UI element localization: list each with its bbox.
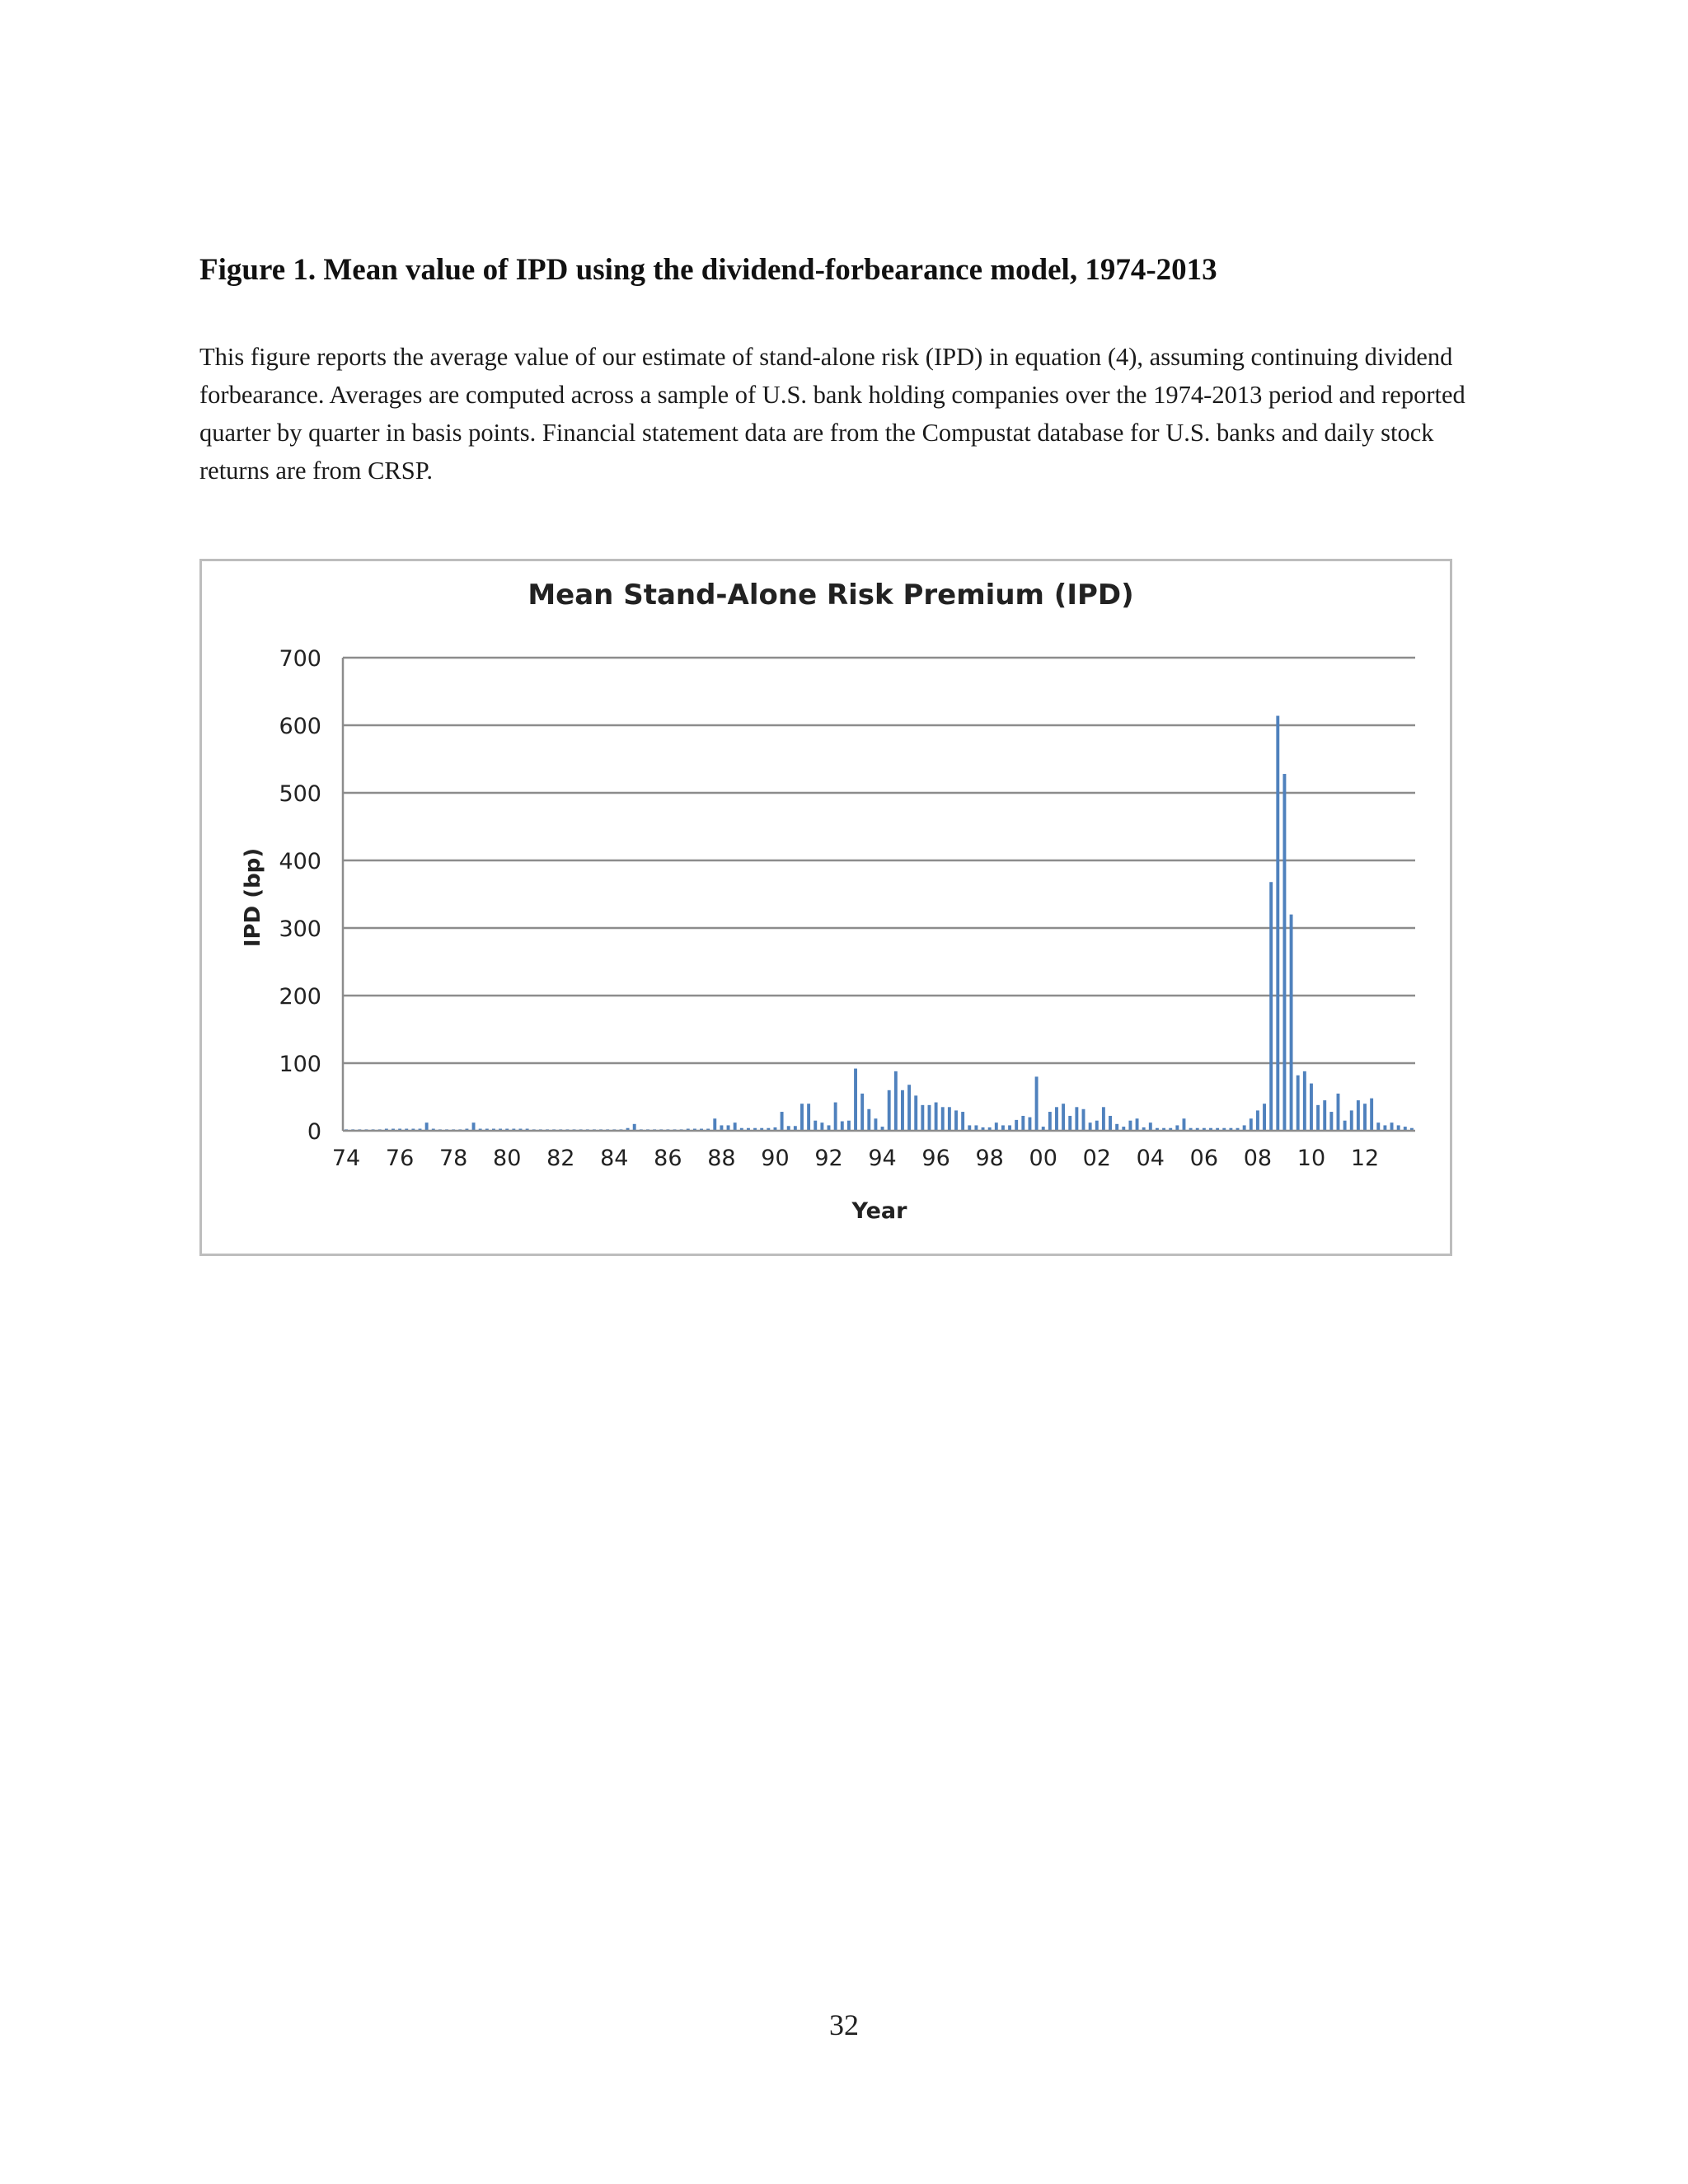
x-tick-label: 96 [921,1146,950,1171]
bar-2008-q3 [1269,882,1273,1131]
bar-1996-q1 [935,1103,938,1131]
x-tick-label: 84 [600,1146,629,1171]
bar-2012-q3 [1376,1122,1380,1131]
bar-1999-q1 [1015,1120,1018,1131]
bar-1994-q2 [888,1090,891,1131]
y-tick-label: 600 [279,714,321,739]
bar-2010-q2 [1316,1105,1320,1131]
bar-2009-q1 [1282,774,1286,1131]
y-tick-label: 500 [279,781,321,807]
figure-caption: This figure reports the average value of our estimate of stand-alone risk (IPD) in equation (4), assuming continuing dividend forbearance. Averages are computed across a sample of U.S. bank holding companies over the 1974-2013 period and reported quarter by quarter in basis points. Financial statement data are from the Compustat database for U.S. banks and daily stock returns are from CRSP. [199,343,1465,485]
bar-1992-q2 [834,1103,837,1131]
bar-1993-q4 [874,1118,877,1131]
bar-2013-q1 [1390,1122,1394,1131]
bar-1978-q4 [472,1122,476,1131]
bar-2008-q1 [1256,1110,1259,1131]
bar-1996-q3 [948,1107,951,1131]
bar-2009-q3 [1296,1076,1300,1131]
bar-2003-q3 [1136,1118,1139,1131]
bar-1992-q3 [841,1122,844,1131]
bar-2000-q4 [1062,1104,1065,1131]
y-tick-label: 100 [279,1052,321,1077]
page-number: 32 [829,2008,859,2041]
x-tick-label: 04 [1136,1146,1165,1171]
bar-1995-q3 [921,1105,924,1131]
x-tick-label: 02 [1082,1146,1111,1171]
bar-1999-q3 [1029,1118,1032,1131]
bar-2001-q4 [1089,1122,1092,1131]
ipd-bar-chart [202,561,1450,1254]
bar-1994-q4 [901,1090,904,1131]
x-tick-label: 90 [761,1146,790,1171]
bar-2010-q1 [1310,1084,1313,1131]
bar-2002-q3 [1109,1116,1112,1131]
bar-2012-q2 [1370,1099,1373,1131]
bar-1999-q2 [1021,1116,1025,1131]
gridlines [343,658,1415,1063]
bar-2012-q1 [1363,1104,1367,1131]
bar-1991-q3 [814,1121,817,1131]
bar-1990-q2 [781,1112,784,1131]
x-tick-label: 00 [1029,1146,1057,1171]
bar-series [345,716,1414,1131]
bar-2002-q2 [1102,1107,1105,1131]
bar-1995-q1 [907,1085,911,1131]
bar-1994-q3 [894,1071,898,1131]
x-tick-label: 86 [654,1146,682,1171]
bar-1977-q1 [425,1122,429,1131]
bar-2009-q2 [1290,915,1293,1131]
bar-1993-q2 [860,1094,864,1131]
x-tick-label: 06 [1189,1146,1219,1171]
bar-2008-q2 [1263,1104,1266,1131]
x-tick-label: 82 [546,1146,575,1171]
x-axis-label: Year [851,1198,907,1224]
y-tick-label: 200 [279,984,321,1010]
bar-2011-q1 [1337,1094,1340,1131]
y-tick-label: 400 [279,849,321,874]
y-tick-labels [279,646,321,1145]
x-tick-label: 08 [1243,1146,1273,1171]
bar-2000-q2 [1048,1112,1052,1131]
bar-1992-q4 [847,1121,851,1131]
y-tick-label: 700 [279,646,321,672]
bar-2000-q3 [1055,1107,1058,1131]
bar-2010-q4 [1329,1112,1333,1131]
bar-2008-q4 [1276,716,1279,1131]
x-tick-label: 94 [868,1146,897,1171]
bar-1991-q4 [820,1122,823,1131]
x-tick-label: 80 [493,1146,522,1171]
x-tick-labels [332,1146,1379,1171]
x-tick-label: 74 [331,1146,361,1171]
bar-2011-q3 [1350,1110,1353,1131]
bar-1995-q4 [928,1105,931,1131]
y-tick-label: 300 [279,916,321,942]
figure-heading: Figure 1. Mean value of IPD using the dividend-forbearance model, 1974-2013 [199,253,1217,287]
y-axis-label: IPD (bp) [241,847,265,948]
chart-frame [199,559,1452,1256]
bar-2011-q4 [1357,1100,1360,1131]
bar-1993-q3 [867,1109,870,1131]
x-tick-label: 76 [385,1146,415,1171]
bar-1996-q4 [954,1110,958,1131]
x-tick-label: 10 [1296,1146,1326,1171]
bar-1988-q3 [734,1122,737,1131]
bar-2001-q3 [1082,1109,1085,1131]
bar-2010-q3 [1323,1100,1326,1131]
bar-2009-q4 [1303,1071,1306,1131]
x-tick-label: 92 [814,1146,843,1171]
bar-1991-q2 [807,1104,810,1131]
chart-title: Mean Stand-Alone Risk Premium (IPD) [528,579,1134,612]
bar-2002-q1 [1095,1121,1099,1131]
bar-2003-q2 [1128,1121,1132,1131]
bar-1995-q2 [914,1095,917,1131]
y-tick-label: 0 [307,1119,321,1145]
bar-2007-q4 [1250,1118,1253,1131]
bar-2001-q2 [1075,1107,1078,1131]
bar-1993-q1 [854,1069,857,1131]
bar-1998-q2 [995,1122,998,1131]
bar-1999-q4 [1035,1076,1039,1131]
x-tick-label: 88 [707,1146,736,1171]
axes [343,658,1415,1131]
bar-1997-q1 [961,1112,964,1131]
x-tick-label: 98 [975,1146,1004,1171]
bar-2011-q2 [1343,1121,1347,1131]
bar-2001-q1 [1068,1116,1071,1131]
bar-1996-q2 [941,1107,945,1131]
bar-2004-q1 [1149,1122,1152,1131]
bar-1991-q1 [800,1104,804,1131]
bar-1987-q4 [713,1118,716,1131]
x-tick-label: 12 [1350,1146,1380,1171]
x-tick-label: 78 [438,1146,468,1171]
bar-2005-q2 [1183,1118,1186,1131]
